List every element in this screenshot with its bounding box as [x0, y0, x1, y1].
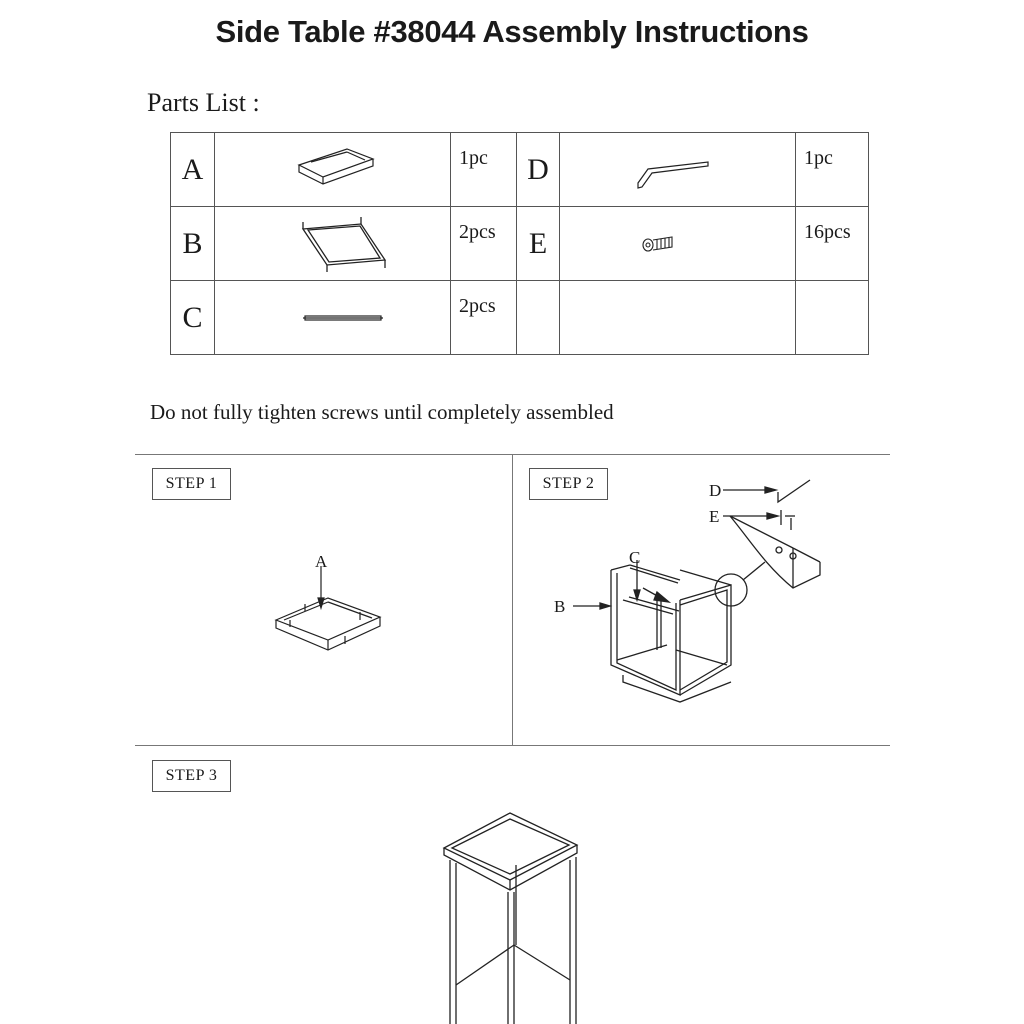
part-letter-d: D	[517, 133, 560, 207]
document-title: Side Table #38044 Assembly Instructions	[215, 14, 809, 49]
part-letter-a: A	[171, 133, 215, 207]
part-qty-b: 2pcs	[451, 207, 517, 281]
divider	[135, 745, 890, 746]
assembly-note: Do not fully tighten screws until completely assembled	[150, 400, 614, 424]
allen-key-icon	[560, 133, 795, 206]
step-2-diagram	[545, 470, 825, 730]
part-letter-e: E	[517, 207, 560, 281]
crossbar-icon	[215, 281, 450, 354]
part-image-b	[215, 207, 451, 281]
part-qty-e: 16pcs	[796, 207, 869, 281]
callout-a: A	[315, 552, 328, 571]
parts-table	[170, 132, 869, 355]
part-qty-a: 1pc	[451, 133, 517, 207]
step-2-label: STEP 2	[529, 468, 608, 500]
part-image-c	[215, 281, 451, 355]
empty-cell	[517, 281, 560, 355]
step-3-diagram	[430, 805, 600, 1024]
parts-list-heading: Parts List :	[147, 88, 260, 117]
step-1-diagram	[260, 540, 400, 670]
callout-c: C	[629, 548, 641, 567]
callout-b: B	[554, 597, 566, 616]
empty-cell	[560, 281, 796, 355]
step-3-label: STEP 3	[152, 760, 231, 792]
part-letter-c: C	[171, 281, 215, 355]
screw-icon	[560, 207, 795, 280]
callout-e: E	[709, 507, 720, 526]
callout-d: D	[709, 481, 722, 500]
empty-cell	[796, 281, 869, 355]
part-qty-c: 2pcs	[451, 281, 517, 355]
step-1-label: STEP 1	[152, 468, 231, 500]
part-qty-d: 1pc	[796, 133, 869, 207]
tabletop-icon	[215, 133, 450, 206]
side-frame-icon	[215, 207, 450, 280]
part-letter-b: B	[171, 207, 215, 281]
part-image-d	[560, 133, 796, 207]
part-image-e	[560, 207, 796, 281]
divider	[512, 454, 513, 746]
part-image-a	[215, 133, 451, 207]
